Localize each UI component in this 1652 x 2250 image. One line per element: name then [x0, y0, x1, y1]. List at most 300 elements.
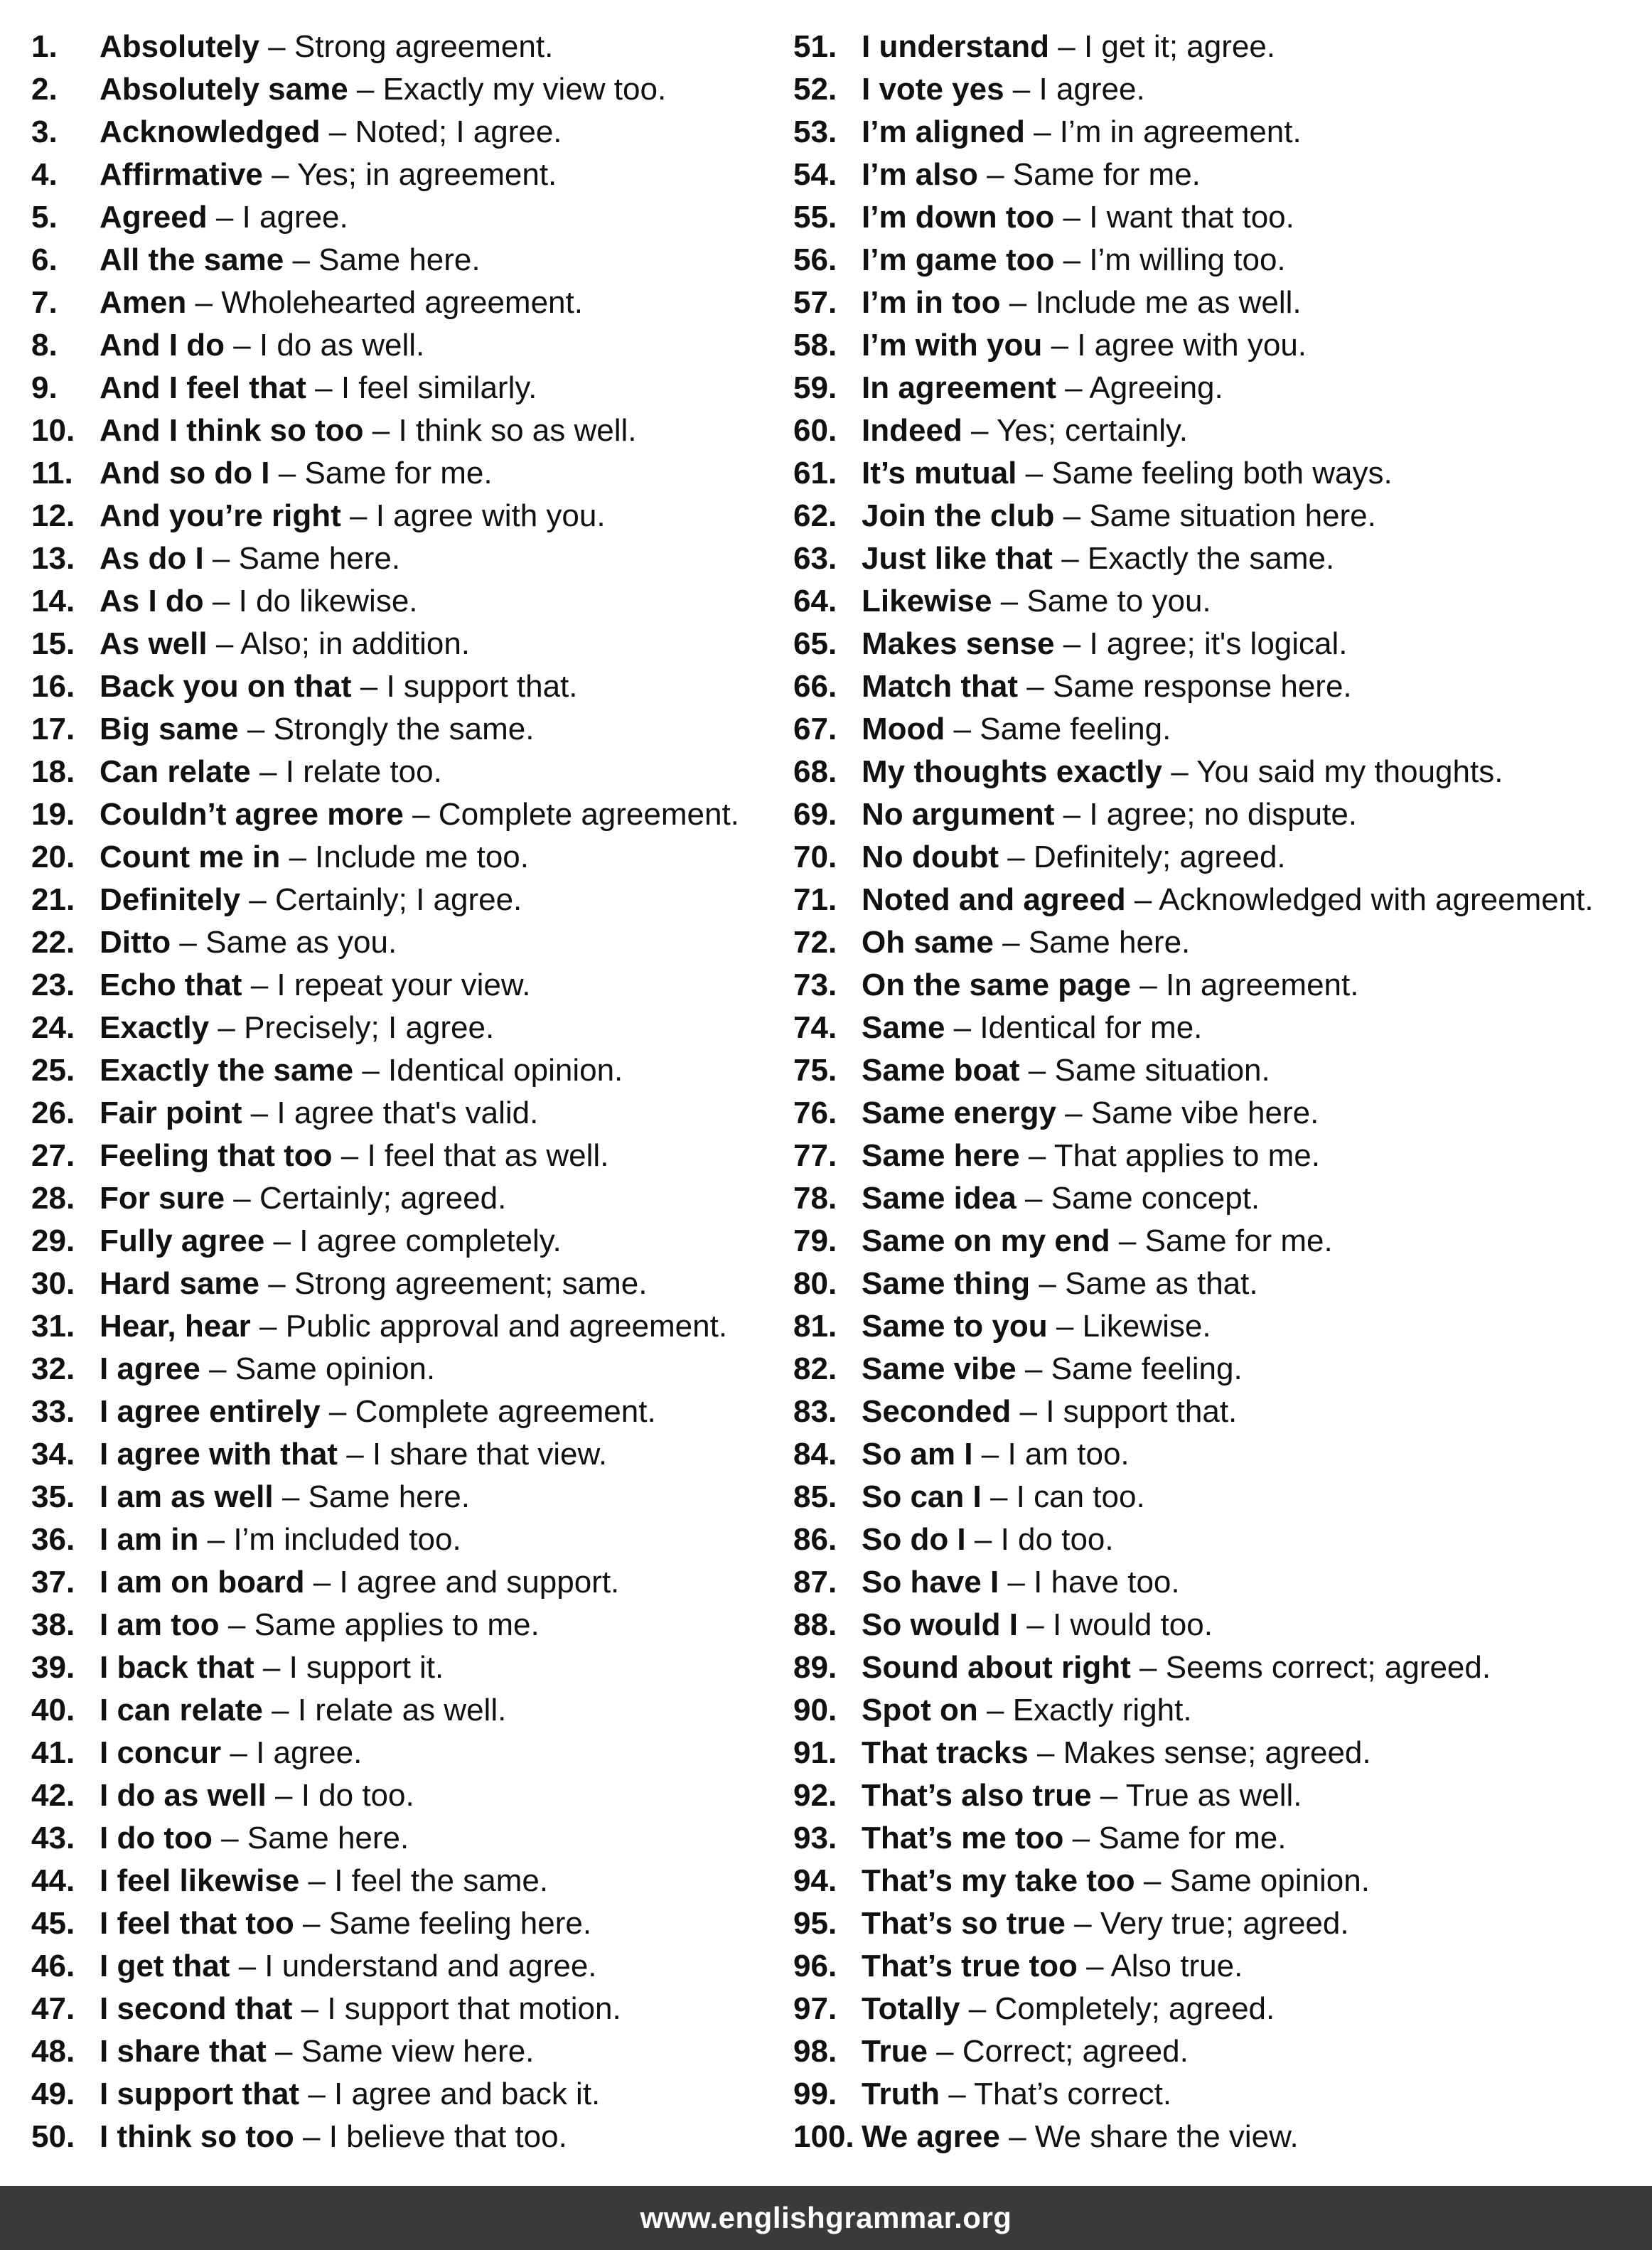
item-dash: –: [262, 1650, 281, 1685]
item-number: 98.: [793, 2034, 837, 2069]
list-item: [31, 1902, 785, 1945]
item-definition: Same response here.: [1052, 669, 1352, 704]
item-number: 85.: [793, 1479, 837, 1514]
item-dash: –: [215, 200, 234, 235]
item-number: 34.: [31, 1437, 75, 1472]
item-number: 25.: [31, 1053, 75, 1088]
item-dash: –: [968, 1991, 987, 2026]
item-dash: –: [303, 2119, 321, 2154]
list-item: [793, 1817, 1646, 1860]
item-number: 71.: [793, 882, 837, 917]
item-dash: –: [278, 456, 296, 491]
item-term: As well: [100, 626, 208, 661]
list-item: [793, 154, 1646, 196]
item-number: 38.: [31, 1607, 75, 1642]
item-dash: –: [259, 754, 277, 789]
item-number: 78.: [793, 1181, 837, 1216]
item-number: 43.: [31, 1821, 75, 1855]
list-item: [793, 452, 1646, 495]
item-number: 6.: [31, 242, 58, 277]
item-term: Same vibe: [862, 1351, 1017, 1386]
item-definition: I agree and back it.: [334, 2077, 601, 2111]
item-definition: I agree.: [242, 200, 348, 235]
item-definition: Same for me.: [1012, 157, 1201, 192]
item-number: 92.: [793, 1778, 837, 1813]
item-term: I am too: [100, 1607, 220, 1642]
item-number: 28.: [31, 1181, 75, 1216]
item-dash: –: [1074, 1906, 1092, 1941]
item-dash: –: [1034, 114, 1051, 149]
item-number: 39.: [31, 1650, 75, 1685]
item-definition: Certainly; agreed.: [259, 1181, 507, 1216]
item-term: Amen: [100, 285, 187, 320]
item-definition: I agree; it's logical.: [1089, 626, 1348, 661]
item-dash: –: [971, 413, 989, 448]
item-term: Absolutely same: [100, 72, 348, 107]
item-term: So am I: [862, 1437, 973, 1472]
item-definition: You said my thoughts.: [1196, 754, 1503, 789]
item-dash: –: [250, 968, 269, 1002]
item-number: 96.: [793, 1949, 837, 1983]
item-term: I’m with you: [862, 328, 1043, 363]
item-term: So do I: [862, 1522, 966, 1557]
item-definition: Same here.: [247, 1821, 409, 1855]
item-term: Same boat: [862, 1053, 1020, 1088]
item-definition: Same opinion.: [1169, 1863, 1370, 1898]
item-dash: –: [268, 1266, 286, 1301]
item-dash: –: [221, 1821, 239, 1855]
item-dash: –: [1063, 200, 1081, 235]
item-number: 62.: [793, 498, 837, 533]
item-dash: –: [328, 1394, 347, 1429]
item-term: I second that: [100, 1991, 293, 2026]
item-definition: Also; in addition.: [240, 626, 471, 661]
item-term: So can I: [862, 1479, 982, 1514]
item-number: 5.: [31, 200, 58, 235]
list-item: [793, 879, 1646, 921]
item-dash: –: [328, 114, 347, 149]
list-item: [793, 2116, 1646, 2158]
item-dash: –: [989, 1479, 1008, 1514]
list-item: [793, 196, 1646, 239]
item-number: 79.: [793, 1223, 837, 1258]
item-term: Oh same: [862, 925, 994, 960]
item-term: Hard same: [100, 1266, 260, 1301]
list-item: [31, 1007, 785, 1049]
item-term: On the same page: [862, 968, 1132, 1002]
item-definition: Yes; certainly.: [996, 413, 1188, 448]
item-definition: I am too.: [1007, 1437, 1130, 1472]
footer-bar: [0, 2186, 1652, 2250]
list-item: [31, 751, 785, 793]
item-dash: –: [272, 1693, 289, 1727]
item-definition: Exactly my view too.: [382, 72, 667, 107]
item-definition: I agree.: [256, 1735, 363, 1770]
item-number: 53.: [793, 114, 837, 149]
item-definition: I agree.: [1039, 72, 1145, 107]
item-dash: –: [1063, 626, 1081, 661]
list-item: [31, 836, 785, 879]
item-dash: –: [1065, 1095, 1083, 1130]
item-number: 30.: [31, 1266, 75, 1301]
item-number: 24.: [31, 1010, 75, 1045]
item-number: 70.: [793, 840, 837, 874]
item-definition: I do likewise.: [238, 584, 418, 618]
item-number: 26.: [31, 1095, 75, 1130]
item-number: 65.: [793, 626, 837, 661]
item-number: 31.: [31, 1309, 75, 1344]
item-dash: –: [1028, 1053, 1046, 1088]
list-item: [31, 921, 785, 964]
item-dash: –: [308, 2077, 326, 2111]
item-number: 41.: [31, 1735, 75, 1770]
item-number: 46.: [31, 1949, 75, 1983]
item-definition: Same feeling.: [1051, 1351, 1243, 1386]
item-term: No argument: [862, 797, 1055, 832]
item-number: 9.: [31, 370, 58, 405]
item-number: 2.: [31, 72, 58, 107]
item-dash: –: [1028, 1138, 1046, 1173]
item-dash: –: [1025, 456, 1044, 491]
item-term: Join the club: [862, 498, 1055, 533]
item-number: 13.: [31, 541, 75, 576]
item-term: Exactly the same: [100, 1053, 354, 1088]
item-definition: That’s correct.: [974, 2077, 1172, 2111]
item-number: 10.: [31, 413, 75, 448]
item-number: 68.: [793, 754, 837, 789]
item-number: 76.: [793, 1095, 837, 1130]
item-definition: Same to you.: [1026, 584, 1211, 618]
item-term: I agree with that: [100, 1437, 338, 1472]
list-item: [793, 239, 1646, 282]
item-definition: Precisely; I agree.: [244, 1010, 495, 1045]
item-number: 29.: [31, 1223, 75, 1258]
item-term: As do I: [100, 541, 204, 576]
list-item: [31, 1348, 785, 1391]
item-definition: Same opinion.: [235, 1351, 436, 1386]
item-number: 14.: [31, 584, 75, 618]
item-term: Likewise: [862, 584, 992, 618]
item-dash: –: [289, 840, 306, 874]
item-number: 37.: [31, 1565, 75, 1600]
item-dash: –: [372, 413, 390, 448]
item-definition: I do too.: [1000, 1522, 1114, 1557]
item-dash: –: [987, 157, 1004, 192]
list-item: [31, 708, 785, 751]
item-dash: –: [1002, 925, 1020, 960]
list-item: [793, 1092, 1646, 1135]
item-number: 15.: [31, 626, 75, 661]
footer-url: www.englishgrammar.org: [640, 2201, 1012, 2234]
list-item: [793, 1433, 1646, 1476]
item-term: For sure: [100, 1181, 225, 1216]
item-definition: I relate too.: [285, 754, 442, 789]
item-number: 54.: [793, 157, 837, 192]
item-definition: Yes; in agreement.: [297, 157, 557, 192]
list-item: [793, 409, 1646, 452]
item-term: Mood: [862, 712, 945, 746]
list-item: [31, 1646, 785, 1689]
item-term: Fair point: [100, 1095, 242, 1130]
item-dash: –: [1143, 1863, 1162, 1898]
item-term: I think so too: [100, 2119, 294, 2154]
list-item: [31, 964, 785, 1007]
item-term: I back that: [100, 1650, 254, 1685]
item-definition: I agree with you.: [1077, 328, 1307, 363]
item-term: I vote yes: [862, 72, 1004, 107]
list-item: [31, 1817, 785, 1860]
list-item: [793, 68, 1646, 111]
item-term: That’s my take too: [862, 1863, 1135, 1898]
item-dash: –: [274, 1778, 293, 1813]
item-dash: –: [292, 242, 310, 277]
item-number: 35.: [31, 1479, 75, 1514]
item-definition: I agree; no dispute.: [1089, 797, 1358, 832]
item-term: I am as well: [100, 1479, 274, 1514]
list-item: [31, 537, 785, 580]
item-dash: –: [1024, 1351, 1043, 1386]
list-item: [793, 751, 1646, 793]
list-item: [793, 2030, 1646, 2073]
list-item: [31, 495, 785, 537]
item-definition: Noted; I agree.: [355, 114, 562, 149]
list-item: [793, 1604, 1646, 1646]
list-item: [793, 1988, 1646, 2030]
list-item: [31, 1860, 785, 1902]
list-item: [31, 1049, 785, 1092]
item-definition: I support that motion.: [327, 1991, 621, 2026]
item-dash: –: [1039, 1266, 1056, 1301]
list-item: [31, 68, 785, 111]
item-term: Seconded: [862, 1394, 1012, 1429]
item-definition: I think so as well.: [398, 413, 637, 448]
item-definition: I understand and agree.: [264, 1949, 597, 1983]
item-term: That’s true too: [862, 1949, 1078, 1983]
list-item: [31, 1135, 785, 1177]
item-number: 50.: [31, 2119, 75, 2154]
item-number: 33.: [31, 1394, 75, 1429]
item-number: 42.: [31, 1778, 75, 1813]
item-definition: Wholehearted agreement.: [221, 285, 583, 320]
list-item: [31, 1945, 785, 1988]
item-number: 21.: [31, 882, 75, 917]
item-term: I feel that too: [100, 1906, 294, 1941]
list-item: [31, 1604, 785, 1646]
item-number: 49.: [31, 2077, 75, 2111]
item-dash: –: [1118, 1223, 1137, 1258]
item-number: 47.: [31, 1991, 75, 2026]
item-number: 44.: [31, 1863, 75, 1898]
item-dash: –: [1072, 1821, 1090, 1855]
item-definition: Makes sense; agreed.: [1063, 1735, 1371, 1770]
item-dash: –: [1009, 2119, 1026, 2154]
item-definition: Same situation here.: [1089, 498, 1376, 533]
item-term: Same energy: [862, 1095, 1056, 1130]
list-item: [793, 324, 1646, 367]
item-definition: Complete agreement.: [438, 797, 739, 832]
item-term: Count me in: [100, 840, 281, 874]
item-number: 94.: [793, 1863, 837, 1898]
list-item: [793, 1518, 1646, 1561]
list-item: [31, 1092, 785, 1135]
item-definition: Completely; agreed.: [994, 1991, 1275, 2026]
item-term: And so do I: [100, 456, 270, 491]
item-term: Truth: [862, 2077, 940, 2111]
item-definition: Strong agreement; same.: [294, 1266, 648, 1301]
item-number: 16.: [31, 669, 75, 704]
item-number: 88.: [793, 1607, 837, 1642]
item-definition: I believe that too.: [328, 2119, 567, 2154]
list-item: [31, 1177, 785, 1220]
item-dash: –: [247, 712, 265, 746]
item-number: 36.: [31, 1522, 75, 1557]
item-dash: –: [215, 626, 234, 661]
item-definition: Same as you.: [205, 925, 397, 960]
item-dash: –: [981, 1437, 999, 1472]
item-definition: I agree that's valid.: [277, 1095, 539, 1130]
item-definition: I feel the same.: [334, 1863, 549, 1898]
item-number: 77.: [793, 1138, 837, 1173]
item-definition: True as well.: [1125, 1778, 1302, 1813]
item-dash: –: [360, 669, 378, 704]
item-definition: Very true; agreed.: [1100, 1906, 1349, 1941]
item-number: 18.: [31, 754, 75, 789]
item-dash: –: [1100, 1778, 1118, 1813]
item-number: 12.: [31, 498, 75, 533]
item-definition: Exactly right.: [1012, 1693, 1192, 1727]
item-number: 63.: [793, 541, 837, 576]
list-item: [793, 1860, 1646, 1902]
item-definition: Same concept.: [1051, 1181, 1260, 1216]
list-item: [793, 1561, 1646, 1604]
item-dash: –: [346, 1437, 364, 1472]
item-term: Just like that: [862, 541, 1053, 576]
item-definition: Correct; agreed.: [962, 2034, 1189, 2069]
item-definition: Same for me.: [1144, 1223, 1333, 1258]
list-item: [31, 1774, 785, 1817]
list-item: [793, 793, 1646, 836]
list-item: [31, 282, 785, 324]
item-dash: –: [272, 157, 289, 192]
item-term: We agree: [862, 2119, 1000, 2154]
item-number: 56.: [793, 242, 837, 277]
item-definition: I agree and support.: [339, 1565, 620, 1600]
item-number: 93.: [793, 1821, 837, 1855]
item-dash: –: [340, 1138, 359, 1173]
item-term: No doubt: [862, 840, 999, 874]
item-definition: We share the view.: [1034, 2119, 1299, 2154]
item-dash: –: [218, 1010, 235, 1045]
item-dash: –: [249, 882, 267, 917]
list-item: [31, 793, 785, 836]
item-definition: I feel that as well.: [367, 1138, 609, 1173]
item-dash: –: [974, 1522, 992, 1557]
item-dash: –: [1139, 968, 1157, 1002]
item-definition: Include me as well.: [1035, 285, 1302, 320]
item-dash: –: [207, 1522, 225, 1557]
item-term: My thoughts exactly: [862, 754, 1162, 789]
list-item: [31, 1732, 785, 1774]
list-item: [793, 1049, 1646, 1092]
item-number: 45.: [31, 1906, 75, 1941]
item-dash: –: [1009, 285, 1027, 320]
item-term: Definitely: [100, 882, 241, 917]
item-definition: That applies to me.: [1053, 1138, 1320, 1173]
item-dash: –: [936, 2034, 954, 2069]
item-definition: In agreement.: [1165, 968, 1359, 1002]
list-item: [793, 665, 1646, 708]
item-definition: I support that.: [386, 669, 578, 704]
item-term: I understand: [862, 29, 1050, 64]
item-number: 32.: [31, 1351, 75, 1386]
item-dash: –: [301, 1991, 319, 2026]
item-number: 11.: [31, 456, 73, 491]
item-number: 89.: [793, 1650, 837, 1685]
item-definition: I have too.: [1034, 1565, 1180, 1600]
item-number: 82.: [793, 1351, 837, 1386]
list-item: [793, 708, 1646, 751]
item-definition: Acknowledged with agreement.: [1159, 882, 1594, 917]
list-item: [31, 879, 785, 921]
item-dash: –: [1061, 541, 1079, 576]
item-dash: –: [281, 1479, 300, 1514]
item-definition: I’m willing too.: [1089, 242, 1286, 277]
item-dash: –: [350, 498, 368, 533]
item-definition: Likewise.: [1082, 1309, 1211, 1344]
item-number: 83.: [793, 1394, 837, 1429]
item-number: 74.: [793, 1010, 837, 1045]
item-term: I support that: [100, 2077, 300, 2111]
item-term: Totally: [862, 1991, 960, 2026]
item-dash: –: [1024, 1181, 1043, 1216]
item-dash: –: [212, 584, 230, 618]
list-item: [31, 452, 785, 495]
item-term: I share that: [100, 2034, 267, 2069]
item-definition: Same applies to me.: [254, 1607, 540, 1642]
item-number: 17.: [31, 712, 75, 746]
item-number: 95.: [793, 1906, 837, 1941]
item-number: 7.: [31, 285, 58, 320]
item-dash: –: [195, 285, 213, 320]
list-item: [31, 1220, 785, 1263]
item-definition: I share that view.: [372, 1437, 608, 1472]
phrase-list-left: [31, 26, 785, 2158]
item-term: I agree entirely: [100, 1394, 321, 1429]
list-item: [793, 111, 1646, 154]
list-item: [793, 282, 1646, 324]
item-term: True: [862, 2034, 928, 2069]
item-term: I’m game too: [862, 242, 1055, 277]
list-item: [31, 1305, 785, 1348]
list-item: [793, 2073, 1646, 2116]
list-item: [31, 324, 785, 367]
item-definition: Strongly the same.: [273, 712, 535, 746]
item-number: 57.: [793, 285, 837, 320]
item-number: 99.: [793, 2077, 837, 2111]
list-item: [31, 1518, 785, 1561]
list-item: [793, 623, 1646, 665]
list-item: [31, 111, 785, 154]
list-item: [31, 2116, 785, 2158]
item-number: 1.: [31, 29, 58, 64]
list-item: [31, 1263, 785, 1305]
item-term: Sound about right: [862, 1650, 1131, 1685]
item-dash: –: [1012, 72, 1031, 107]
item-number: 22.: [31, 925, 75, 960]
item-definition: Certainly; I agree.: [275, 882, 522, 917]
item-definition: Same feeling both ways.: [1051, 456, 1393, 491]
item-term: That tracks: [862, 1735, 1029, 1770]
